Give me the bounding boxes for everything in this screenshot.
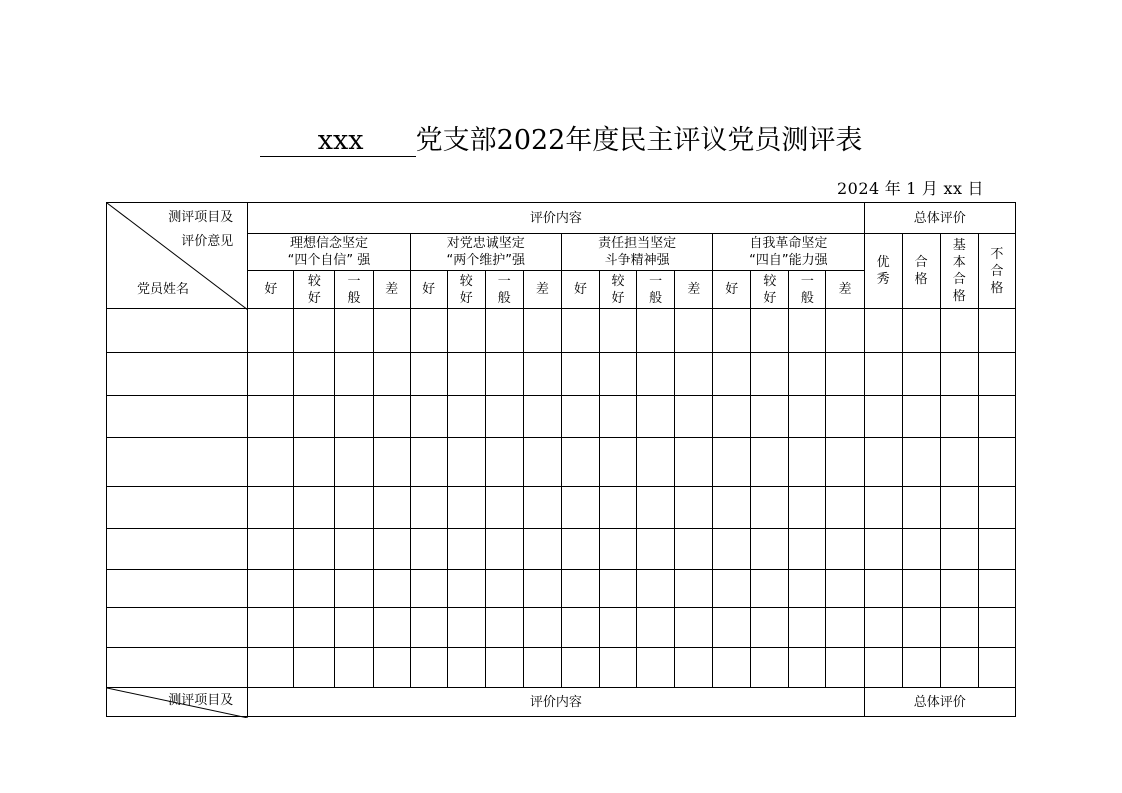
level-header (713, 271, 751, 309)
overall-level-label: 合格 (914, 255, 928, 287)
rating-cell[interactable] (373, 570, 410, 608)
rating-cell[interactable] (447, 438, 485, 487)
rating-cell[interactable] (713, 309, 751, 353)
criterion-line2: 斗争精神强 (604, 253, 670, 268)
member-name-cell[interactable] (107, 353, 248, 396)
rating-cell[interactable] (248, 570, 294, 608)
rating-cell[interactable] (410, 648, 447, 688)
rating-cell[interactable] (826, 309, 864, 353)
rating-cell[interactable] (978, 438, 1015, 487)
rating-cell[interactable] (637, 309, 675, 353)
overall-level-label: 不合格 (990, 246, 1004, 296)
rating-cell[interactable] (523, 396, 561, 438)
rating-cell[interactable] (485, 438, 523, 487)
rating-cell[interactable] (600, 648, 637, 688)
rating-cell[interactable] (751, 648, 789, 688)
rating-cell[interactable] (864, 309, 902, 353)
rating-cell[interactable] (410, 309, 447, 353)
rating-cell[interactable] (485, 570, 523, 608)
rating-cell[interactable] (561, 487, 599, 529)
rating-cell[interactable] (485, 529, 523, 570)
eval-content-header: 评价内容 (248, 203, 864, 234)
rating-cell[interactable] (373, 309, 410, 353)
rating-cell[interactable] (713, 529, 751, 570)
criterion-group-header (561, 234, 712, 271)
rating-cell[interactable] (248, 353, 294, 396)
rating-cell[interactable] (940, 608, 978, 648)
rating-cell[interactable] (637, 570, 675, 608)
rating-cell[interactable] (751, 353, 789, 396)
rating-cell[interactable] (864, 529, 902, 570)
rating-cell[interactable] (978, 396, 1015, 438)
rating-cell[interactable] (410, 570, 447, 608)
criterion-line1: 自我革命坚定 (749, 236, 828, 251)
rating-cell[interactable] (561, 570, 599, 608)
overall-header: 总体评价 (864, 203, 1015, 234)
rating-cell[interactable] (675, 570, 713, 608)
footer-eval-content: 评价内容 (248, 688, 864, 717)
rating-cell[interactable] (675, 608, 713, 648)
rating-cell[interactable] (864, 570, 902, 608)
overall-level-header (902, 234, 940, 309)
level-label: 好 (264, 282, 278, 297)
rating-cell[interactable] (751, 487, 789, 529)
rating-cell[interactable] (675, 309, 713, 353)
rating-cell[interactable] (940, 353, 978, 396)
rating-cell[interactable] (789, 648, 826, 688)
date-day: xx (943, 179, 963, 198)
date-month: 1 (906, 179, 917, 198)
level-header (600, 271, 637, 309)
rating-cell[interactable] (789, 487, 826, 529)
rating-cell[interactable] (600, 487, 637, 529)
rating-cell[interactable] (637, 487, 675, 529)
rating-cell[interactable] (523, 353, 561, 396)
rating-cell[interactable] (637, 648, 675, 688)
rating-cell[interactable] (751, 309, 789, 353)
rating-cell[interactable] (294, 608, 335, 648)
rating-cell[interactable] (447, 353, 485, 396)
rating-cell[interactable] (713, 353, 751, 396)
rating-cell[interactable] (248, 309, 294, 353)
corner-header-cell (107, 203, 248, 309)
rating-cell[interactable] (600, 438, 637, 487)
rating-cell[interactable] (826, 608, 864, 648)
rating-cell[interactable] (789, 396, 826, 438)
criterion-line2: “四自”能力强 (749, 253, 828, 268)
member-name-cell[interactable] (107, 396, 248, 438)
rating-cell[interactable] (561, 353, 599, 396)
rating-cell[interactable] (248, 648, 294, 688)
member-name-cell[interactable] (107, 529, 248, 570)
rating-cell[interactable] (978, 529, 1015, 570)
rating-cell[interactable] (675, 438, 713, 487)
rating-cell[interactable] (447, 648, 485, 688)
rating-cell[interactable] (637, 438, 675, 487)
rating-cell[interactable] (713, 608, 751, 648)
criterion-line2: “两个维护”强 (446, 253, 526, 268)
member-row (107, 309, 1016, 353)
rating-cell[interactable] (713, 396, 751, 438)
level-header (523, 271, 561, 309)
rating-cell[interactable] (789, 353, 826, 396)
rating-cell[interactable] (335, 608, 373, 648)
rating-cell[interactable] (335, 396, 373, 438)
rating-cell[interactable] (523, 608, 561, 648)
rating-cell[interactable] (373, 438, 410, 487)
rating-cell[interactable] (485, 353, 523, 396)
member-name-cell[interactable] (107, 570, 248, 608)
criterion-line1: 对党忠诚坚定 (446, 236, 525, 251)
overall-level-label: 基本合格 (952, 238, 966, 304)
level-label: 一般 (800, 273, 814, 306)
rating-cell[interactable] (902, 309, 940, 353)
rating-cell[interactable] (940, 309, 978, 353)
level-header (373, 271, 410, 309)
rating-cell[interactable] (826, 396, 864, 438)
rating-cell[interactable] (335, 438, 373, 487)
rating-cell[interactable] (675, 396, 713, 438)
member-name-cell[interactable] (107, 608, 248, 648)
rating-cell[interactable] (713, 648, 751, 688)
member-name-cell[interactable] (107, 309, 248, 353)
rating-cell[interactable] (294, 438, 335, 487)
level-label: 较好 (763, 273, 777, 306)
rating-cell[interactable] (600, 608, 637, 648)
rating-cell[interactable] (561, 608, 599, 648)
rating-cell[interactable] (248, 438, 294, 487)
rating-cell[interactable] (447, 396, 485, 438)
page-title (0, 122, 1122, 160)
rating-cell[interactable] (485, 608, 523, 648)
rating-cell[interactable] (600, 570, 637, 608)
rating-cell[interactable] (978, 570, 1015, 608)
rating-cell[interactable] (826, 648, 864, 688)
rating-cell[interactable] (864, 487, 902, 529)
rating-cell[interactable] (675, 648, 713, 688)
rating-cell[interactable] (902, 570, 940, 608)
member-row (107, 353, 1016, 396)
rating-cell[interactable] (523, 529, 561, 570)
rating-cell[interactable] (637, 396, 675, 438)
footer-corner-cell (107, 688, 248, 717)
rating-cell[interactable] (335, 353, 373, 396)
level-label: 差 (535, 282, 549, 297)
footer-corner-label: 测评项目及 (168, 693, 234, 708)
rating-cell[interactable] (826, 353, 864, 396)
rating-cell[interactable] (789, 309, 826, 353)
rating-cell[interactable] (675, 487, 713, 529)
rating-cell[interactable] (294, 529, 335, 570)
rating-cell[interactable] (485, 487, 523, 529)
rating-cell[interactable] (447, 309, 485, 353)
rating-cell[interactable] (864, 396, 902, 438)
level-header (637, 271, 675, 309)
rating-cell[interactable] (248, 487, 294, 529)
rating-cell[interactable] (864, 608, 902, 648)
rating-cell[interactable] (248, 529, 294, 570)
rating-cell[interactable] (561, 529, 599, 570)
rating-cell[interactable] (864, 353, 902, 396)
rating-cell[interactable] (335, 529, 373, 570)
rating-cell[interactable] (864, 648, 902, 688)
rating-cell[interactable] (902, 487, 940, 529)
rating-cell[interactable] (902, 438, 940, 487)
rating-cell[interactable] (864, 438, 902, 487)
rating-cell[interactable] (789, 438, 826, 487)
rating-cell[interactable] (902, 648, 940, 688)
rating-cell[interactable] (485, 648, 523, 688)
level-header (675, 271, 713, 309)
rating-cell[interactable] (294, 648, 335, 688)
level-label: 一般 (497, 273, 511, 306)
member-name-cell[interactable] (107, 487, 248, 529)
rating-cell[interactable] (447, 487, 485, 529)
title-text: 党支部2022年度民主评议党员测评表 (415, 125, 863, 156)
rating-cell[interactable] (902, 353, 940, 396)
rating-cell[interactable] (978, 487, 1015, 529)
rating-cell[interactable] (826, 438, 864, 487)
criterion-line1: 责任担当坚定 (598, 236, 677, 251)
rating-cell[interactable] (335, 570, 373, 608)
rating-cell[interactable] (600, 529, 637, 570)
corner-label-top: 测评项目及 (168, 210, 234, 225)
level-label: 好 (573, 282, 587, 297)
rating-cell[interactable] (637, 529, 675, 570)
evaluation-table (106, 202, 1016, 717)
rating-cell[interactable] (713, 570, 751, 608)
level-label: 差 (838, 282, 852, 297)
criterion-line2: “四个自信” 强 (287, 253, 371, 268)
rating-cell[interactable] (523, 570, 561, 608)
footer-header-row (107, 688, 1016, 717)
rating-cell[interactable] (248, 396, 294, 438)
rating-cell[interactable] (789, 570, 826, 608)
rating-cell[interactable] (902, 608, 940, 648)
rating-cell[interactable] (373, 396, 410, 438)
rating-cell[interactable] (294, 309, 335, 353)
rating-cell[interactable] (410, 487, 447, 529)
rating-cell[interactable] (751, 608, 789, 648)
rating-cell[interactable] (410, 396, 447, 438)
rating-cell[interactable] (335, 487, 373, 529)
rating-cell[interactable] (940, 438, 978, 487)
rating-cell[interactable] (978, 648, 1015, 688)
overall-level-header (940, 234, 978, 309)
level-header (561, 271, 599, 309)
rating-cell[interactable] (523, 438, 561, 487)
rating-cell[interactable] (373, 529, 410, 570)
level-header (248, 271, 294, 309)
rating-cell[interactable] (561, 648, 599, 688)
rating-cell[interactable] (485, 396, 523, 438)
corner-label-mid: 评价意见 (181, 234, 234, 249)
rating-cell[interactable] (675, 353, 713, 396)
rating-cell[interactable] (789, 608, 826, 648)
level-header (410, 271, 447, 309)
rating-cell[interactable] (940, 570, 978, 608)
rating-cell[interactable] (447, 608, 485, 648)
member-row (107, 438, 1016, 487)
rating-cell[interactable] (248, 608, 294, 648)
rating-cell[interactable] (561, 438, 599, 487)
rating-cell[interactable] (523, 309, 561, 353)
rating-cell[interactable] (902, 396, 940, 438)
member-row (107, 608, 1016, 648)
member-row (107, 396, 1016, 438)
level-header (826, 271, 864, 309)
level-label: 差 (687, 282, 701, 297)
rating-cell[interactable] (940, 529, 978, 570)
rating-cell[interactable] (523, 487, 561, 529)
rating-cell[interactable] (561, 309, 599, 353)
level-header (447, 271, 485, 309)
rating-cell[interactable] (373, 487, 410, 529)
rating-cell[interactable] (978, 608, 1015, 648)
rating-cell[interactable] (600, 396, 637, 438)
criterion-line1: 理想信念坚定 (289, 236, 368, 251)
footer-overall: 总体评价 (864, 688, 1015, 717)
rating-cell[interactable] (675, 529, 713, 570)
rating-cell[interactable] (940, 648, 978, 688)
rating-cell[interactable] (826, 529, 864, 570)
rating-cell[interactable] (713, 487, 751, 529)
member-row (107, 570, 1016, 608)
rating-cell[interactable] (294, 570, 335, 608)
rating-cell[interactable] (751, 438, 789, 487)
rating-cell[interactable] (902, 529, 940, 570)
level-header (294, 271, 335, 309)
criterion-group-header (713, 234, 864, 271)
rating-cell[interactable] (485, 309, 523, 353)
level-header (789, 271, 826, 309)
rating-cell[interactable] (294, 353, 335, 396)
rating-cell[interactable] (751, 396, 789, 438)
level-label: 较好 (459, 273, 473, 306)
rating-cell[interactable] (789, 529, 826, 570)
level-label: 好 (422, 282, 436, 297)
rating-cell[interactable] (600, 353, 637, 396)
member-row (107, 648, 1016, 688)
rating-cell[interactable] (940, 396, 978, 438)
member-name-cell[interactable] (107, 438, 248, 487)
rating-cell[interactable] (561, 396, 599, 438)
rating-cell[interactable] (751, 570, 789, 608)
rating-cell[interactable] (335, 309, 373, 353)
rating-cell[interactable] (713, 438, 751, 487)
rating-cell[interactable] (373, 353, 410, 396)
rating-cell[interactable] (751, 529, 789, 570)
rating-cell[interactable] (294, 487, 335, 529)
level-label: 差 (385, 282, 399, 297)
member-row (107, 529, 1016, 570)
member-row (107, 487, 1016, 529)
level-label: 较好 (307, 273, 321, 306)
date-line: 2024 年 1 月 xx 日 (837, 179, 984, 198)
rating-cell[interactable] (978, 353, 1015, 396)
level-header (485, 271, 523, 309)
rating-cell[interactable] (410, 608, 447, 648)
rating-cell[interactable] (447, 570, 485, 608)
rating-cell[interactable] (410, 438, 447, 487)
rating-cell[interactable] (940, 487, 978, 529)
rating-cell[interactable] (410, 529, 447, 570)
criterion-group-header (248, 234, 410, 271)
rating-cell[interactable] (826, 570, 864, 608)
rating-cell[interactable] (826, 487, 864, 529)
member-name-cell[interactable] (107, 648, 248, 688)
level-header (335, 271, 373, 309)
level-header (751, 271, 789, 309)
overall-level-header (864, 234, 902, 309)
rating-cell[interactable] (637, 353, 675, 396)
level-label: 一般 (347, 273, 361, 306)
branch-name-blank[interactable]: xxx (260, 126, 416, 157)
level-label: 较好 (611, 273, 625, 306)
level-label: 好 (725, 282, 739, 297)
rating-cell[interactable] (335, 648, 373, 688)
rating-cell[interactable] (523, 648, 561, 688)
rating-cell[interactable] (373, 608, 410, 648)
criterion-group-header (410, 234, 561, 271)
rating-cell[interactable] (294, 396, 335, 438)
rating-cell[interactable] (373, 648, 410, 688)
rating-cell[interactable] (978, 309, 1015, 353)
level-label: 一般 (649, 273, 663, 306)
rating-cell[interactable] (447, 529, 485, 570)
rating-cell[interactable] (637, 608, 675, 648)
overall-level-label: 优秀 (876, 255, 890, 287)
corner-label-bottom: 党员姓名 (137, 282, 190, 297)
rating-cell[interactable] (600, 309, 637, 353)
overall-level-header (978, 234, 1015, 309)
rating-cell[interactable] (410, 353, 447, 396)
date-year: 2024 (837, 179, 880, 198)
